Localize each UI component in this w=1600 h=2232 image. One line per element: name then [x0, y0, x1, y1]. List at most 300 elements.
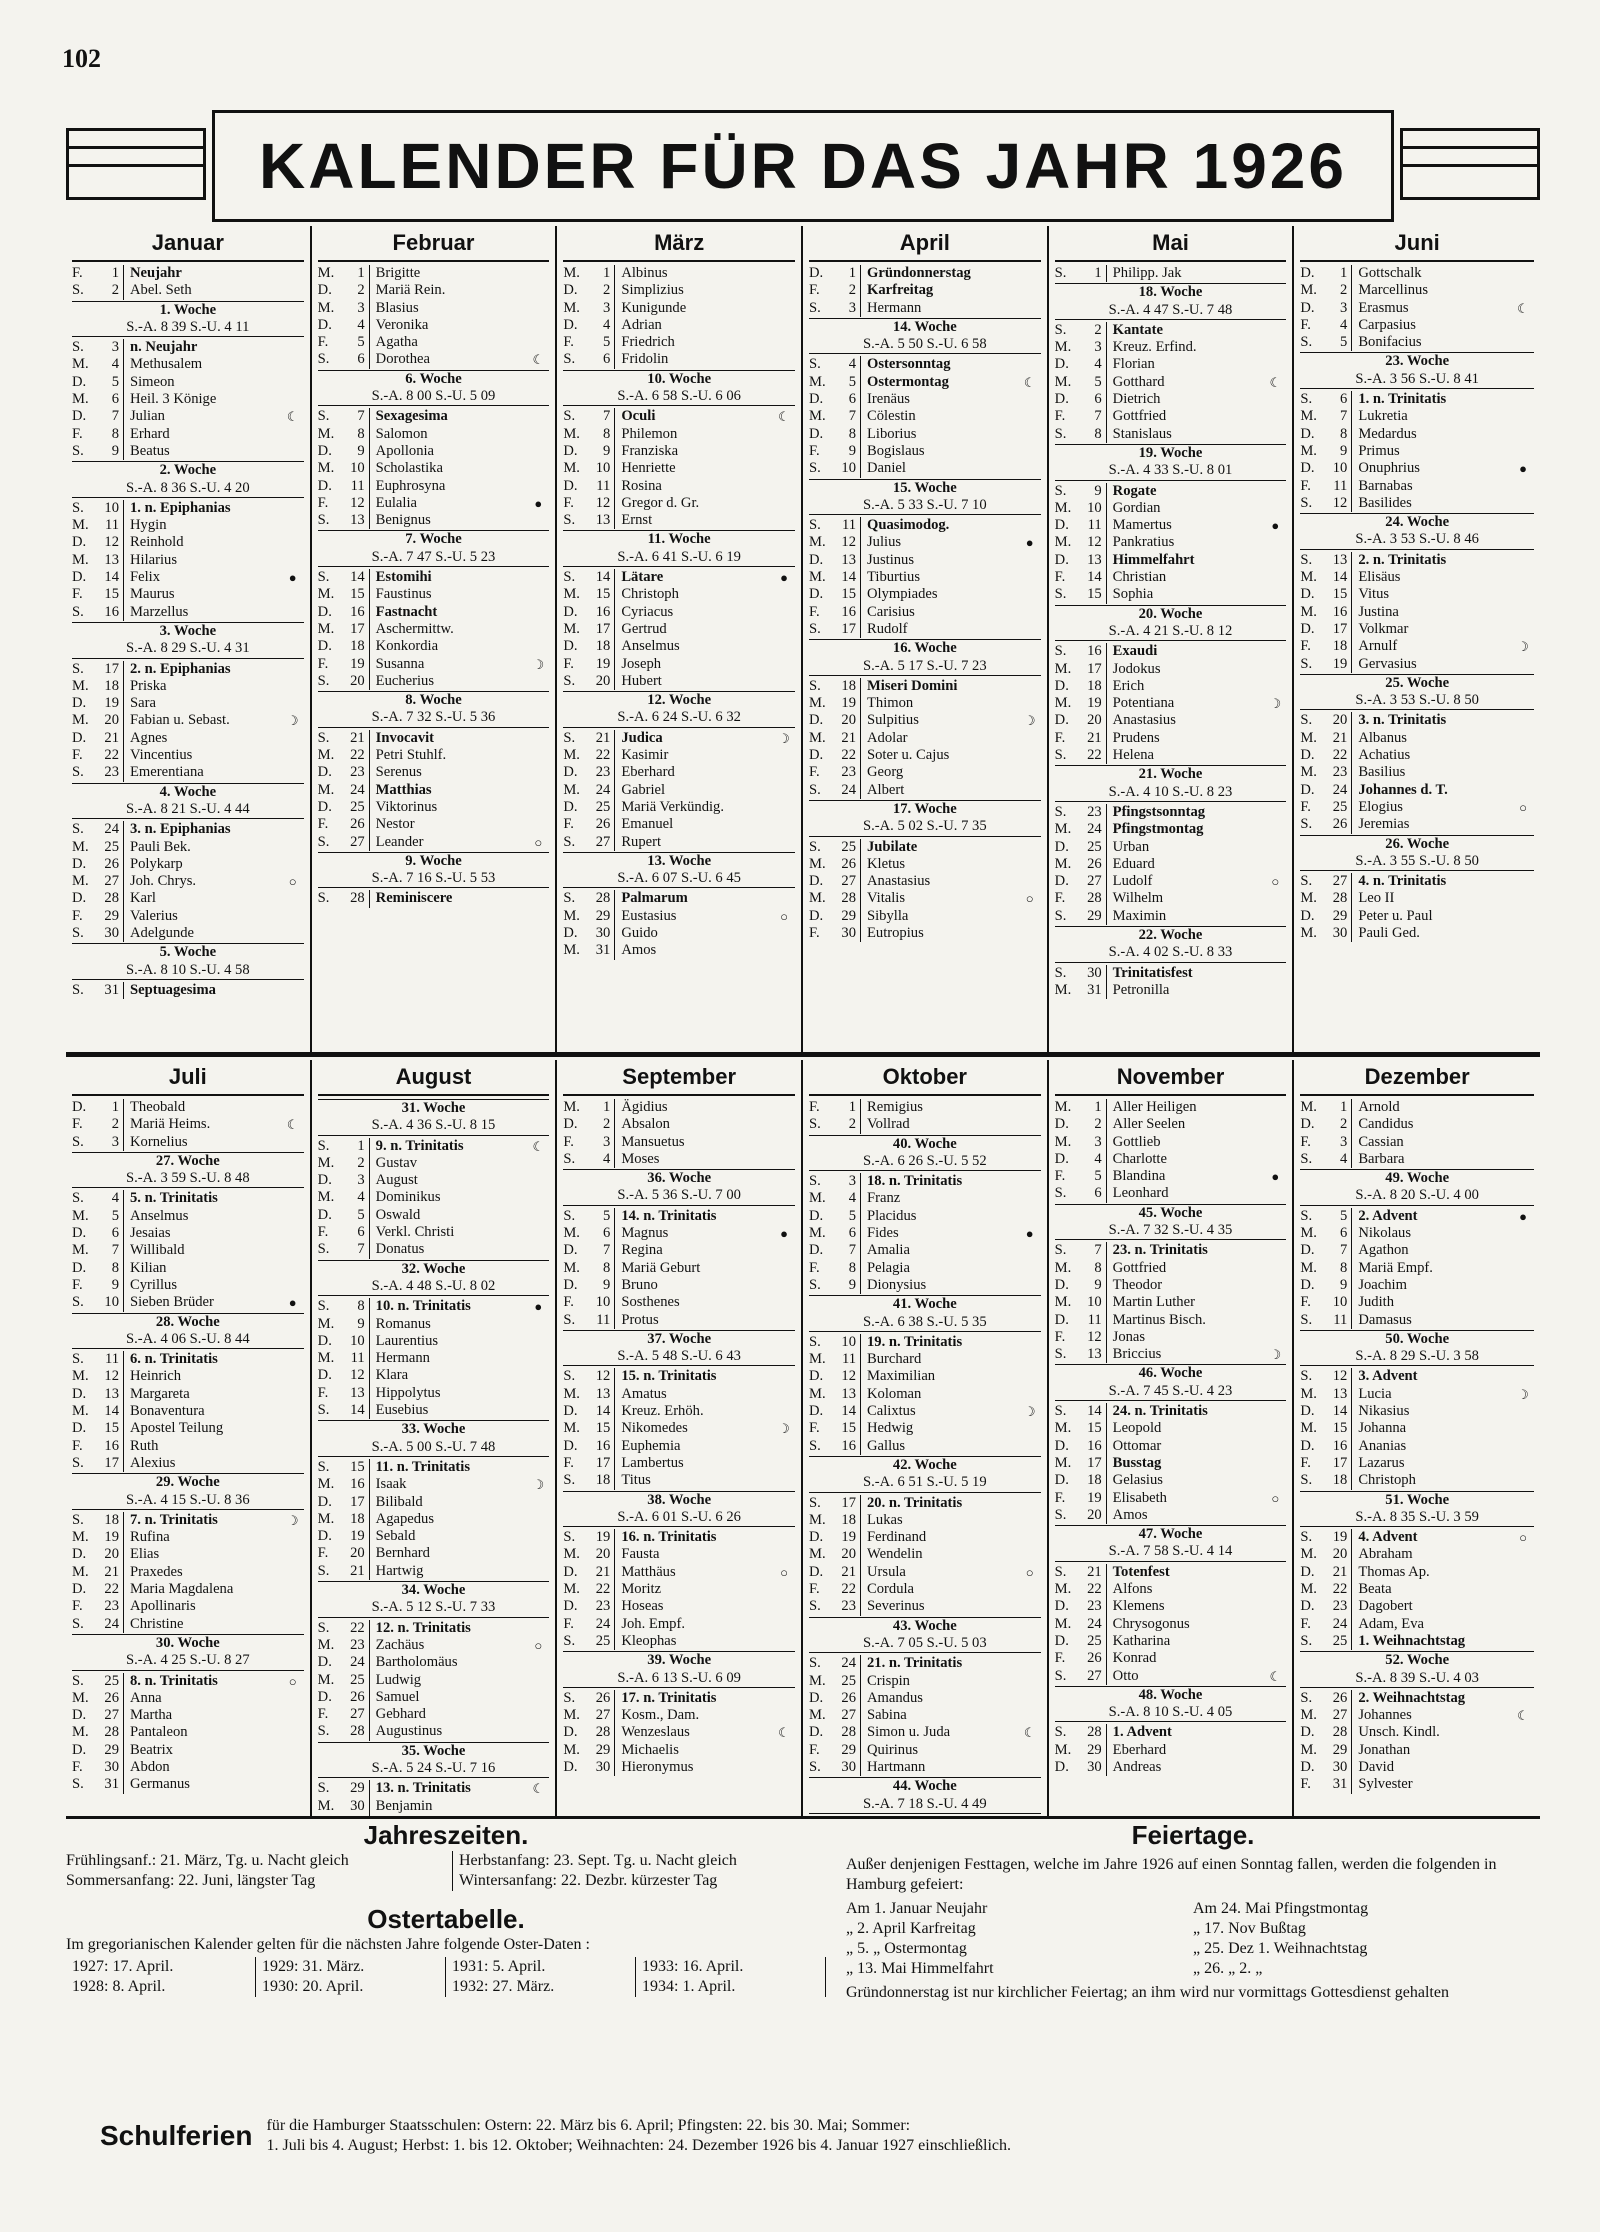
weekday: D.	[72, 695, 87, 712]
day-number: 15	[1079, 586, 1107, 603]
moon-phase-empty	[1512, 873, 1534, 890]
moon-phase-empty	[1512, 730, 1534, 747]
weekday: M.	[809, 1385, 826, 1402]
day-number: 6	[587, 1225, 615, 1242]
day-number: 11	[96, 1351, 124, 1368]
day-row	[1300, 1455, 1534, 1472]
day-row	[809, 908, 1041, 925]
moon-phase-empty	[773, 1242, 795, 1259]
week-label: 36. Woche	[647, 1170, 712, 1187]
moon-phase-empty	[773, 1208, 795, 1225]
day-name: Methusalem	[130, 356, 203, 373]
day-row	[563, 1116, 795, 1133]
day-name: Kantate	[1112, 321, 1163, 338]
day-name: Palmarum	[621, 890, 688, 907]
day-name: Lukretia	[1358, 408, 1408, 425]
weekday: D.	[317, 1332, 332, 1349]
ostertabelle-block	[66, 1904, 826, 1997]
weekday: D.	[1300, 781, 1315, 798]
weekday: D.	[563, 764, 578, 781]
day-number: 18	[96, 678, 124, 695]
day-name: Theobald	[130, 1099, 186, 1115]
week-label: 52. Woche	[1385, 1652, 1450, 1669]
day-row	[809, 534, 1041, 551]
day-name: Gregor d. Gr.	[621, 494, 700, 511]
day-number: 1	[342, 265, 370, 282]
weekday: S.	[72, 1294, 84, 1311]
day-number: 13	[342, 1385, 370, 1402]
day-row	[1300, 1294, 1534, 1311]
weekday: M.	[809, 695, 826, 712]
day-row	[1300, 300, 1534, 317]
day-row	[1300, 408, 1534, 425]
moon-phase-empty	[1264, 856, 1286, 873]
weekday: M.	[1054, 981, 1072, 998]
full-moon-icon: ○	[288, 874, 297, 890]
day-row	[1055, 839, 1287, 856]
holiday-entry: „ 25. Dez 1. Weihnachtstag	[1193, 1940, 1368, 1957]
moon-phase-empty	[282, 1403, 304, 1420]
day-number: 9	[1324, 1277, 1352, 1294]
moon-phase-empty	[282, 747, 304, 764]
moon-phase-empty	[773, 604, 795, 621]
day-number: 20	[1324, 1546, 1352, 1563]
weekday: D.	[809, 747, 824, 764]
moon-phase-empty	[1264, 730, 1286, 747]
day-name: 4. Advent	[1358, 1529, 1418, 1546]
day-row	[1300, 552, 1534, 569]
day-row	[1055, 712, 1287, 729]
day-row	[563, 1438, 795, 1455]
weekday: F.	[809, 1259, 820, 1276]
day-row	[563, 1598, 795, 1615]
last-quarter-moon-icon: ☾	[286, 409, 299, 425]
sun-times: S.-A. 6 26 S.-U. 5 52	[863, 1152, 987, 1169]
day-name: Konkordia	[375, 638, 439, 655]
day-number: 6	[96, 391, 124, 408]
day-row	[318, 460, 550, 477]
day-row	[72, 1581, 304, 1598]
week-label: 45. Woche	[1138, 1204, 1203, 1221]
day-name: 3. n. Trinitatis	[1358, 712, 1447, 729]
day-name: Himmelfahrt	[1112, 551, 1195, 568]
day-name: Exaudi	[1112, 643, 1158, 660]
moon-phase-empty	[1512, 408, 1534, 425]
day-name: Sebald	[375, 1528, 416, 1545]
day-name: Abraham	[1358, 1546, 1413, 1563]
first-quarter-moon-icon: ☽	[532, 1477, 545, 1493]
weekday: D.	[809, 1529, 824, 1546]
weekday: M.	[563, 425, 580, 442]
moon-phase-empty	[773, 1151, 795, 1168]
day-number: 25	[1079, 1633, 1107, 1650]
day-number: 16	[833, 604, 861, 621]
moon-phase-empty	[1264, 1472, 1286, 1489]
day-name: Benignus	[375, 512, 431, 529]
day-number: 30	[342, 1798, 370, 1815]
day-row	[72, 1742, 304, 1759]
day-number: 16	[1079, 643, 1107, 660]
day-number: 26	[342, 1689, 370, 1706]
day-number: 31	[96, 982, 124, 999]
week-header	[1055, 283, 1287, 320]
weekday: F.	[317, 1224, 329, 1241]
weekday: D.	[72, 729, 87, 746]
weekday: M.	[809, 1511, 826, 1528]
day-number: 6	[833, 391, 861, 408]
day-row	[1300, 1707, 1534, 1724]
day-name: Pauli Bek.	[130, 838, 191, 855]
moon-phase-empty	[282, 1190, 304, 1207]
weekday: D.	[563, 1724, 578, 1741]
day-row	[563, 925, 795, 942]
day-name: Aller Seelen	[1112, 1116, 1186, 1133]
day-number: 10	[587, 460, 615, 477]
moon-phase-empty	[527, 1367, 549, 1384]
week-header	[563, 691, 795, 728]
day-name: Cölestin	[867, 408, 916, 425]
weekday: D.	[317, 1528, 332, 1545]
day-row	[72, 1116, 304, 1133]
weekday: S.	[1054, 425, 1067, 442]
moon-phase-empty	[1019, 1598, 1041, 1615]
weekday: D.	[563, 924, 578, 941]
weekday: M.	[809, 1672, 826, 1689]
weekday: M.	[72, 1529, 89, 1546]
weekday: M.	[1300, 1259, 1317, 1276]
sun-times: S.-A. 5 02 S.-U. 7 35	[863, 818, 987, 835]
day-number: 26	[96, 1690, 124, 1707]
day-name: Carpasius	[1358, 316, 1416, 333]
day-number: 23	[342, 764, 370, 781]
moon-phase-empty	[282, 925, 304, 942]
day-name: Anselmus	[130, 1207, 189, 1224]
day-row	[563, 1386, 795, 1403]
day-number: 3	[342, 1172, 370, 1189]
weekday: M.	[809, 1707, 826, 1724]
day-row	[563, 1707, 795, 1724]
weekday: M.	[1054, 1294, 1072, 1311]
weekday: S.	[1300, 494, 1313, 511]
day-row	[563, 334, 795, 351]
day-number: 6	[342, 351, 370, 368]
day-row	[72, 356, 304, 373]
day-number: 11	[1324, 1312, 1352, 1329]
day-name: Volkmar	[1358, 620, 1409, 637]
schulferien-line-2: 1. Juli bis 4. August; Herbst: 1. bis 12. Oktober; Weihnachten: 24. Dezember 1926 bis 4. Januar 1927 einschließlich.	[266, 2137, 1012, 2154]
day-number: 16	[342, 1476, 370, 1493]
day-name: Aller Heiligen	[1112, 1099, 1197, 1115]
day-row	[318, 1494, 550, 1511]
day-row	[563, 1208, 795, 1225]
day-name: Soter u. Cajus	[867, 747, 950, 764]
day-number: 15	[342, 586, 370, 603]
day-name: Brigitte	[375, 265, 421, 281]
day-number: 10	[342, 460, 370, 477]
weekday	[318, 1815, 342, 1816]
day-number: 19	[1324, 656, 1352, 673]
moon-phase-empty	[1264, 982, 1286, 999]
day-number: 4	[96, 1190, 124, 1207]
moon-phase-empty	[773, 1438, 795, 1455]
weekday: D.	[563, 1276, 578, 1293]
day-number: 5	[342, 334, 370, 351]
day-row	[563, 673, 795, 690]
moon-phase-empty	[1264, 1151, 1286, 1168]
day-name: Veronika	[375, 316, 429, 333]
day-number: 12	[342, 495, 370, 512]
weekday: S.	[72, 1351, 84, 1368]
day-name: Apollinaris	[130, 1598, 196, 1615]
week-header	[72, 1313, 304, 1350]
moon-phase-empty	[1019, 604, 1041, 621]
day-number: 25	[587, 1633, 615, 1650]
moon-phase-empty	[1019, 908, 1041, 925]
moon-phase-empty	[282, 1368, 304, 1385]
day-row	[1300, 586, 1534, 603]
day-row	[72, 1690, 304, 1707]
day-row	[809, 1512, 1041, 1529]
day-name: Burchard	[867, 1351, 922, 1368]
weekday: F.	[809, 442, 820, 459]
day-number: 6	[1079, 391, 1107, 408]
day-name: Gottfried	[1112, 1259, 1167, 1276]
moon-phase-empty	[282, 856, 304, 873]
moon-phase-empty	[1512, 712, 1534, 729]
weekday: F.	[1054, 569, 1066, 586]
sun-times: S.-A. 6 58 S.-U. 6 06	[617, 388, 741, 405]
day-name: Carisius	[867, 603, 915, 620]
sun-times: S.-A. 6 51 S.-U. 5 19	[863, 1474, 987, 1491]
day-row	[1055, 965, 1287, 982]
day-row	[563, 1420, 795, 1437]
week-label: 51. Woche	[1385, 1491, 1450, 1508]
moon-phase-empty	[773, 1598, 795, 1615]
week-label: 15. Woche	[892, 479, 957, 496]
moon-phase-empty	[1264, 839, 1286, 856]
moon-phase-empty	[282, 604, 304, 621]
day-number: 3	[587, 300, 615, 317]
moon-phase-empty	[282, 1134, 304, 1151]
moon-phase-empty	[1512, 1759, 1534, 1776]
moon-phase-empty	[1264, 1294, 1286, 1311]
moon-phase-empty	[282, 1277, 304, 1294]
day-name: Liborius	[867, 425, 917, 442]
day-number: 9	[342, 443, 370, 460]
moon-phase-empty	[773, 443, 795, 460]
day-number: 4	[833, 1190, 861, 1207]
weekday: S.	[72, 1190, 84, 1207]
day-name: Eutropius	[867, 924, 924, 941]
moon-phase-empty	[1019, 460, 1041, 477]
weekday: S.	[1054, 265, 1067, 281]
moon-phase-empty	[1019, 1655, 1041, 1672]
day-name: Agnes	[130, 729, 168, 746]
day-name: Tiburtius	[867, 569, 920, 586]
day-number: 25	[833, 839, 861, 856]
moon-phase-empty	[282, 1707, 304, 1724]
day-number: 11	[342, 478, 370, 495]
moon-phase-empty	[527, 1172, 549, 1189]
weekday: F.	[1300, 1133, 1311, 1150]
weekday: S.	[1054, 1563, 1067, 1580]
moon-phase-empty	[527, 586, 549, 603]
day-number: 24	[833, 1655, 861, 1672]
weekday: S.	[809, 1598, 821, 1615]
moon-phase-empty	[1019, 1438, 1041, 1455]
sun-times: S.-A. 4 25 S.-U. 8 27	[126, 1652, 250, 1669]
weekday: F.	[563, 1615, 574, 1632]
week-label: 39. Woche	[647, 1652, 712, 1669]
day-row	[318, 1706, 550, 1723]
day-name: 3. n. Epiphanias	[130, 821, 231, 838]
week-header	[318, 370, 550, 407]
day-row	[72, 1351, 304, 1368]
moon-phase-empty	[1264, 1650, 1286, 1667]
day-row	[809, 443, 1041, 460]
moon-phase-empty	[527, 730, 549, 747]
day-number: 21	[833, 1564, 861, 1581]
weekday: S.	[317, 833, 330, 850]
day-row	[563, 1724, 795, 1741]
weekday: D.	[72, 890, 87, 907]
day-number: 6	[342, 1224, 370, 1241]
day-row	[563, 1690, 795, 1707]
moon-phase-empty	[1019, 1368, 1041, 1385]
day-name: Nikasius	[1358, 1403, 1410, 1420]
day-name: Samuel	[375, 1688, 420, 1705]
day-row	[318, 834, 550, 851]
weekday: S.	[317, 408, 330, 425]
moon-phase-empty	[1512, 764, 1534, 781]
day-row	[563, 834, 795, 851]
day-row	[1055, 1598, 1287, 1615]
day-name: Blandina	[1112, 1168, 1166, 1185]
day-row	[809, 1386, 1041, 1403]
day-number: 29	[96, 908, 124, 925]
day-number: 3	[342, 300, 370, 317]
week-header	[563, 370, 795, 407]
day-number: 11	[96, 517, 124, 534]
weekday: M.	[317, 1189, 335, 1206]
week-label: 10. Woche	[647, 370, 712, 387]
day-row	[318, 816, 550, 833]
day-name: Joachim	[1358, 1276, 1407, 1293]
weekday: S.	[317, 1780, 330, 1797]
day-number: 18	[587, 638, 615, 655]
week-label: 11. Woche	[647, 531, 711, 548]
moon-phase-empty	[527, 1528, 549, 1545]
day-row	[1300, 1368, 1534, 1385]
day-number: 21	[96, 730, 124, 747]
day-row	[318, 569, 550, 586]
day-name: Anastasius	[1112, 712, 1176, 729]
day-number: 28	[1079, 1724, 1107, 1741]
day-row	[563, 495, 795, 512]
last-quarter-moon-icon: ☾	[1269, 374, 1282, 390]
weekday: S.	[809, 677, 821, 694]
day-name: Karl	[130, 890, 156, 907]
weekday: F.	[563, 1294, 574, 1311]
sun-times: S.-A. 5 50 S.-U. 6 58	[863, 336, 987, 353]
day-number: 22	[342, 1620, 370, 1637]
day-row	[1300, 604, 1534, 621]
moon-phase-empty	[1264, 426, 1286, 443]
day-number: 20	[342, 673, 370, 690]
day-row	[318, 1798, 550, 1815]
day-number: 6	[833, 1225, 861, 1242]
day-number: 17	[833, 621, 861, 638]
day-row	[72, 569, 304, 586]
day-name: Gelasius	[1112, 1472, 1163, 1489]
moon-phase-empty	[1512, 1598, 1534, 1615]
moon-phase-empty	[1019, 1495, 1041, 1512]
month-column-mai	[1049, 226, 1295, 1052]
day-name: Euphrosyna	[375, 477, 446, 494]
moon-phase-empty	[1512, 1633, 1534, 1650]
weekday: M.	[1054, 499, 1072, 516]
day-number: 25	[1079, 839, 1107, 856]
new-moon-icon: ●	[1271, 518, 1280, 534]
moon-phase-empty	[1512, 1277, 1534, 1294]
weekday: M.	[72, 1563, 89, 1580]
day-number: 7	[96, 1242, 124, 1259]
moon-phase-empty	[1019, 1386, 1041, 1403]
day-row	[809, 856, 1041, 873]
weekday: D.	[1300, 1437, 1315, 1454]
moon-phase-empty	[527, 334, 549, 351]
day-row	[72, 339, 304, 356]
day-name: Ferdinand	[867, 1529, 927, 1546]
day-number: 24	[1324, 782, 1352, 799]
feiertage-block	[846, 1820, 1540, 2003]
moon-phase-empty	[773, 300, 795, 317]
day-row	[318, 1333, 550, 1350]
day-name: Amatus	[621, 1385, 667, 1402]
day-number: 18	[96, 1512, 124, 1529]
day-name: Ruth	[130, 1437, 159, 1454]
weekday: M.	[1300, 1581, 1317, 1598]
week-header	[72, 783, 304, 820]
day-name: Invocavit	[375, 729, 435, 746]
day-row	[318, 351, 550, 368]
day-name: Charlotte	[1112, 1150, 1167, 1167]
moon-phase-empty	[1019, 1208, 1041, 1225]
day-row	[1300, 265, 1534, 282]
moon-phase-empty	[773, 621, 795, 638]
day-number: 28	[342, 890, 370, 907]
weekday: S.	[809, 356, 821, 373]
weekday: M.	[1054, 1454, 1072, 1471]
day-name: Cyrillus	[130, 1276, 178, 1293]
month-column-dezember	[1294, 1060, 1540, 1816]
day-name: Gustav	[375, 1154, 418, 1171]
weekday: M.	[1300, 924, 1317, 941]
week-header	[318, 1099, 550, 1136]
day-row	[563, 1294, 795, 1311]
day-row	[1055, 730, 1287, 747]
weekday: D.	[809, 873, 824, 890]
weekday: S.	[317, 1619, 330, 1636]
day-name: Erasmus	[1358, 299, 1409, 316]
day-row	[72, 500, 304, 517]
week-label: 6. Woche	[405, 370, 462, 387]
day-name: Simon u. Juda	[867, 1724, 951, 1741]
moon-phase-empty	[1512, 265, 1534, 282]
day-number: 21	[833, 730, 861, 747]
weekday: S.	[1300, 1207, 1313, 1224]
day-name: 8. n. Trinitatis	[130, 1672, 218, 1689]
